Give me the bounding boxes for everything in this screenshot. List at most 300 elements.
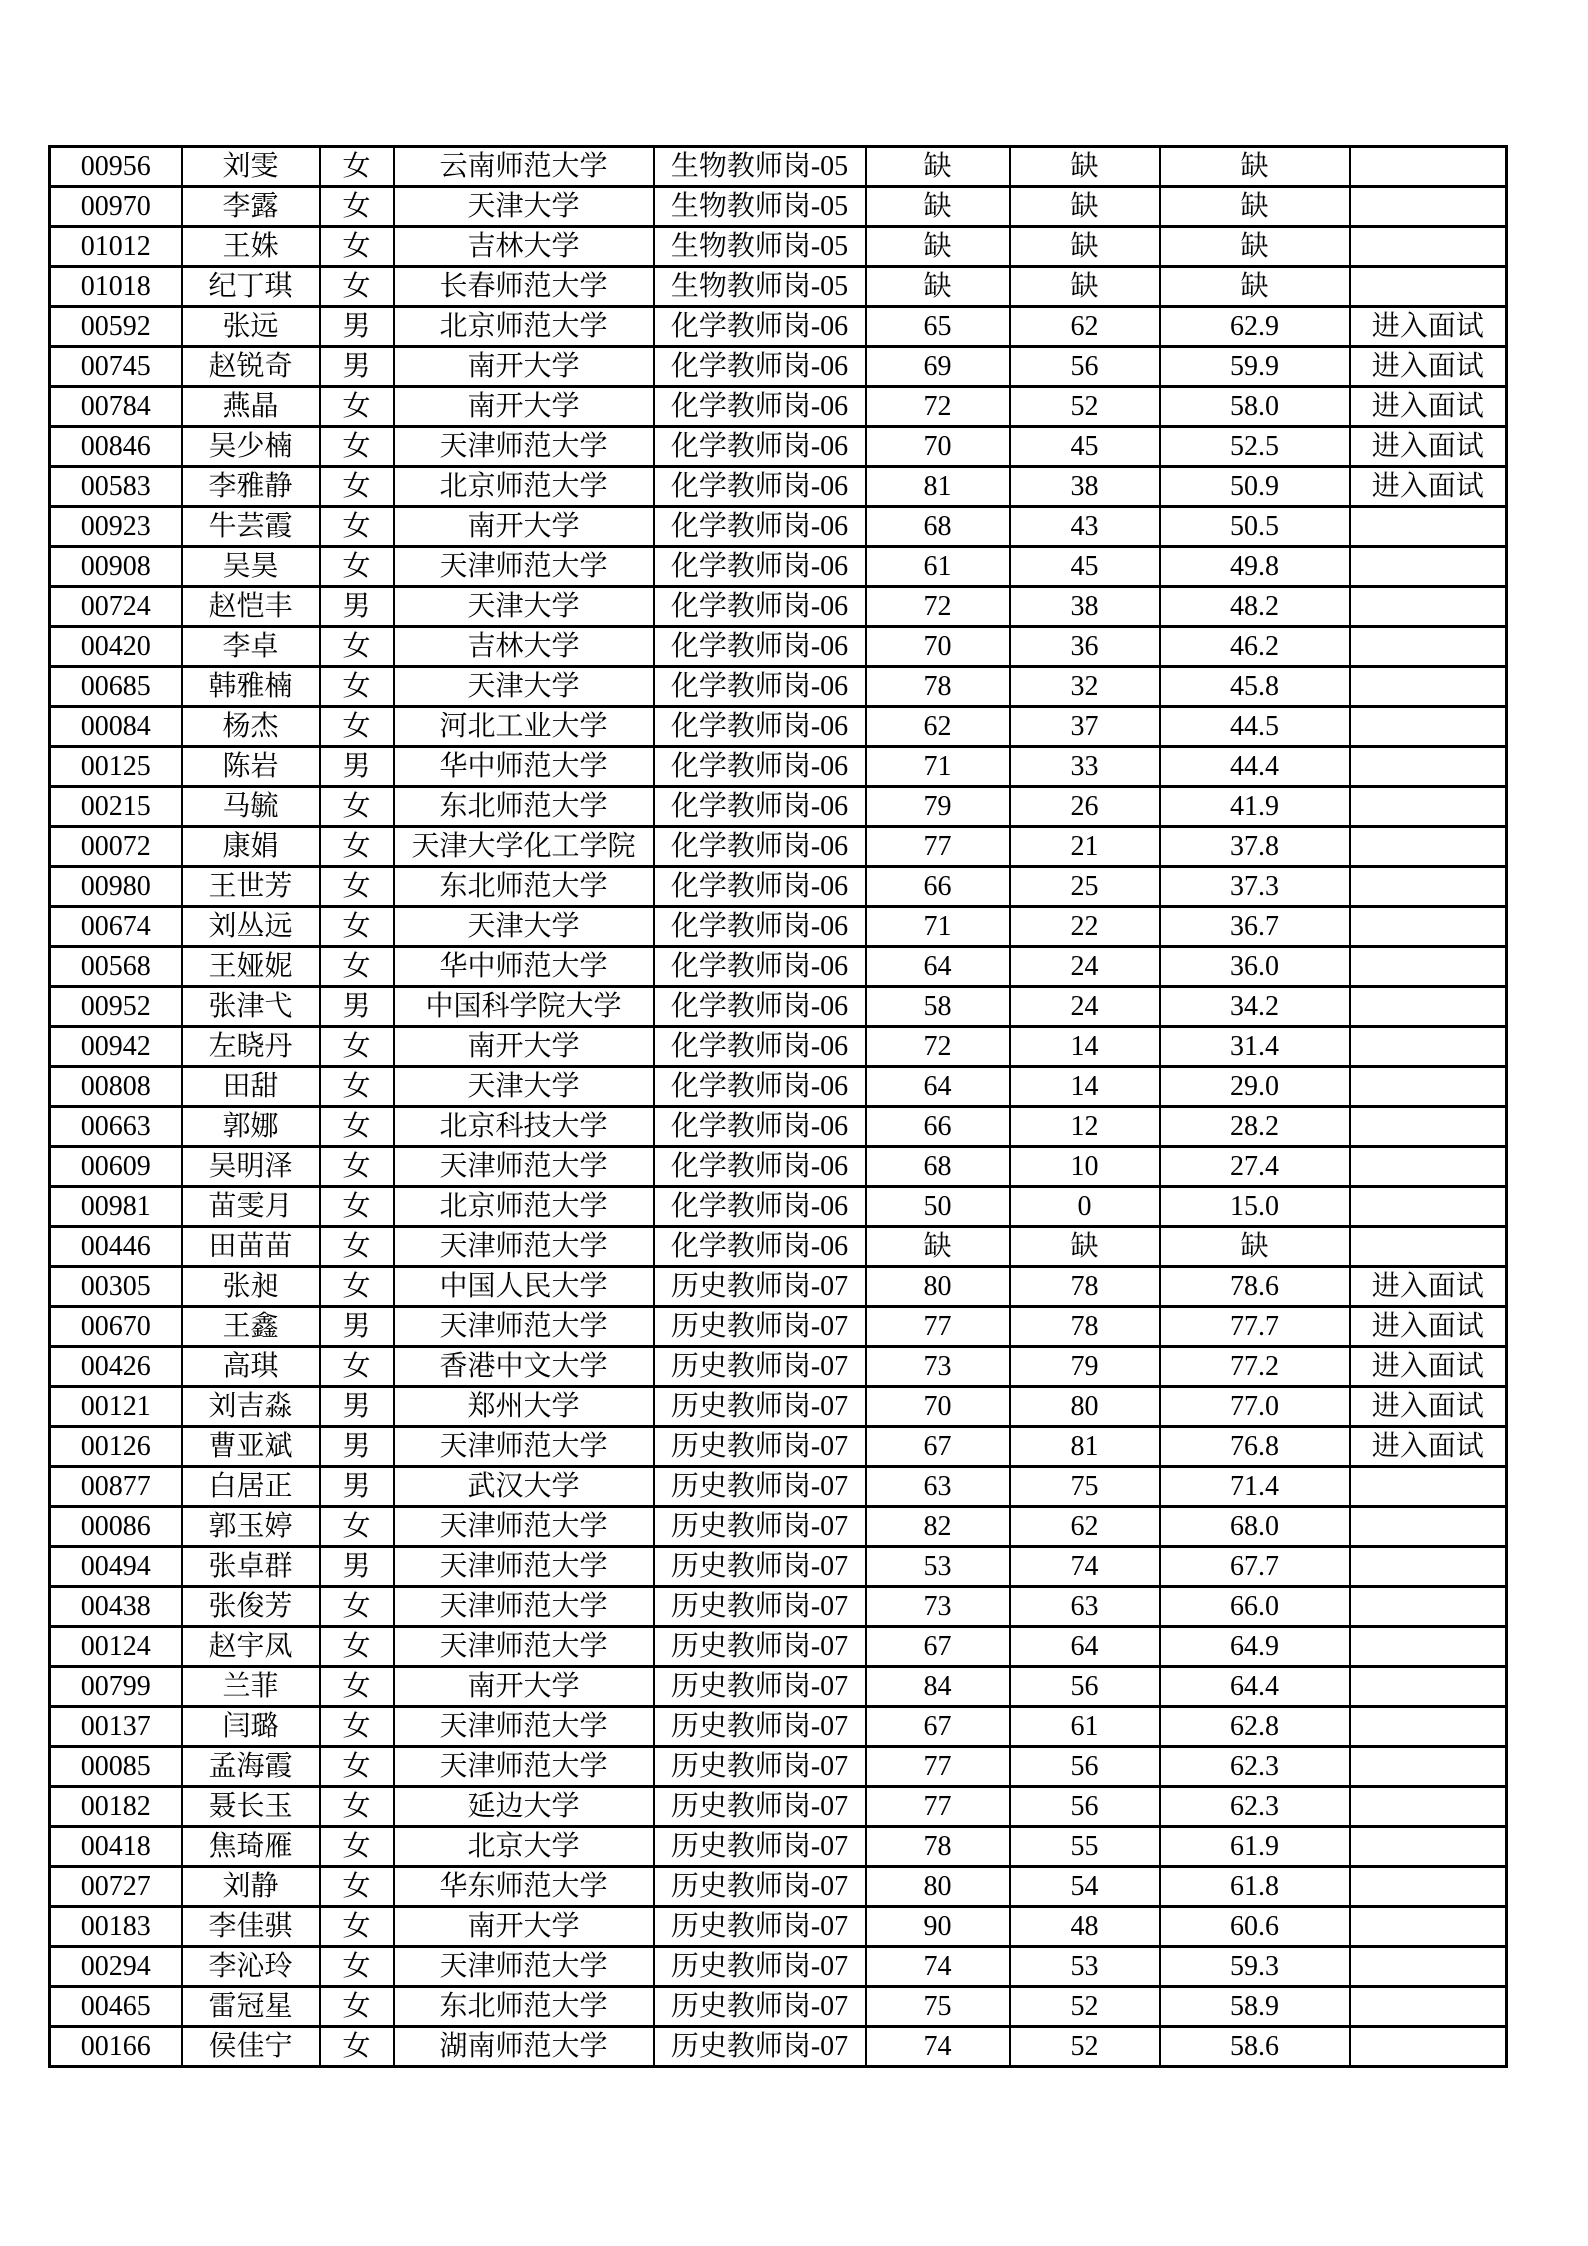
university-cell: 天津师范大学 — [394, 547, 654, 587]
university-cell: 天津大学 — [394, 667, 654, 707]
position-cell: 化学教师岗-06 — [654, 1227, 866, 1267]
gender-cell: 女 — [320, 267, 394, 307]
candidate-id-cell: 00418 — [50, 1827, 182, 1867]
score-2-cell: 缺 — [1010, 1227, 1160, 1267]
position-cell: 历史教师岗-07 — [654, 1587, 866, 1627]
position-cell: 生物教师岗-05 — [654, 227, 866, 267]
university-cell: 天津师范大学 — [394, 1587, 654, 1627]
status-cell — [1350, 867, 1507, 907]
candidate-id-cell: 00426 — [50, 1347, 182, 1387]
name-cell: 张远 — [182, 307, 320, 347]
university-cell: 云南师范大学 — [394, 147, 654, 187]
gender-cell: 女 — [320, 1947, 394, 1987]
university-cell: 湖南师范大学 — [394, 2027, 654, 2067]
score-1-cell: 61 — [866, 547, 1010, 587]
name-cell: 焦琦雁 — [182, 1827, 320, 1867]
university-cell: 华东师范大学 — [394, 1867, 654, 1907]
position-cell: 化学教师岗-06 — [654, 667, 866, 707]
name-cell: 王娅妮 — [182, 947, 320, 987]
university-cell: 北京师范大学 — [394, 307, 654, 347]
table-row — [50, 587, 1507, 627]
score-1-cell: 67 — [866, 1707, 1010, 1747]
candidate-id-cell: 00808 — [50, 1067, 182, 1107]
score-1-cell: 74 — [866, 2027, 1010, 2067]
status-cell — [1350, 907, 1507, 947]
position-cell: 化学教师岗-06 — [654, 747, 866, 787]
score-1-cell: 74 — [866, 1947, 1010, 1987]
candidate-id-cell: 00799 — [50, 1667, 182, 1707]
candidate-id-cell: 00908 — [50, 547, 182, 587]
university-cell: 天津师范大学 — [394, 1947, 654, 1987]
score-2-cell: 53 — [1010, 1947, 1160, 1987]
gender-cell: 男 — [320, 987, 394, 1027]
score-1-cell: 69 — [866, 347, 1010, 387]
total-score-cell: 34.2 — [1160, 987, 1350, 1027]
position-cell: 化学教师岗-06 — [654, 867, 866, 907]
total-score-cell: 62.3 — [1160, 1787, 1350, 1827]
university-cell: 长春师范大学 — [394, 267, 654, 307]
score-2-cell: 56 — [1010, 1787, 1160, 1827]
score-1-cell: 缺 — [866, 1227, 1010, 1267]
name-cell: 陈岩 — [182, 747, 320, 787]
score-2-cell: 26 — [1010, 787, 1160, 827]
score-2-cell: 62 — [1010, 307, 1160, 347]
candidate-id-cell: 00724 — [50, 587, 182, 627]
table-row — [50, 627, 1507, 667]
score-1-cell: 缺 — [866, 227, 1010, 267]
total-score-cell: 29.0 — [1160, 1067, 1350, 1107]
candidate-id-cell: 00305 — [50, 1267, 182, 1307]
position-cell: 历史教师岗-07 — [654, 1907, 866, 1947]
table-row — [50, 1467, 1507, 1507]
score-2-cell: 45 — [1010, 427, 1160, 467]
total-score-cell: 58.0 — [1160, 387, 1350, 427]
score-1-cell: 80 — [866, 1867, 1010, 1907]
university-cell: 中国科学院大学 — [394, 987, 654, 1027]
table-row — [50, 1147, 1507, 1187]
total-score-cell: 44.4 — [1160, 747, 1350, 787]
total-score-cell: 58.6 — [1160, 2027, 1350, 2067]
candidate-id-cell: 00121 — [50, 1387, 182, 1427]
gender-cell: 女 — [320, 1147, 394, 1187]
total-score-cell: 44.5 — [1160, 707, 1350, 747]
status-cell: 进入面试 — [1350, 1387, 1507, 1427]
score-2-cell: 56 — [1010, 347, 1160, 387]
gender-cell: 女 — [320, 867, 394, 907]
table-row — [50, 2027, 1507, 2067]
name-cell: 张昶 — [182, 1267, 320, 1307]
candidate-id-cell: 00685 — [50, 667, 182, 707]
score-2-cell: 52 — [1010, 1987, 1160, 2027]
total-score-cell: 缺 — [1160, 227, 1350, 267]
table-row — [50, 387, 1507, 427]
university-cell: 北京大学 — [394, 1827, 654, 1867]
total-score-cell: 36.7 — [1160, 907, 1350, 947]
total-score-cell: 62.8 — [1160, 1707, 1350, 1747]
status-cell — [1350, 147, 1507, 187]
total-score-cell: 49.8 — [1160, 547, 1350, 587]
status-cell — [1350, 947, 1507, 987]
candidate-id-cell: 00923 — [50, 507, 182, 547]
name-cell: 曹亚斌 — [182, 1427, 320, 1467]
position-cell: 历史教师岗-07 — [654, 1747, 866, 1787]
university-cell: 北京科技大学 — [394, 1107, 654, 1147]
university-cell: 武汉大学 — [394, 1467, 654, 1507]
table-row — [50, 747, 1507, 787]
table-row — [50, 1827, 1507, 1867]
total-score-cell: 41.9 — [1160, 787, 1350, 827]
position-cell: 历史教师岗-07 — [654, 1307, 866, 1347]
candidate-id-cell: 00846 — [50, 427, 182, 467]
score-1-cell: 77 — [866, 1747, 1010, 1787]
table-row — [50, 1707, 1507, 1747]
status-cell: 进入面试 — [1350, 1267, 1507, 1307]
total-score-cell: 50.5 — [1160, 507, 1350, 547]
total-score-cell: 60.6 — [1160, 1907, 1350, 1947]
candidate-id-cell: 00183 — [50, 1907, 182, 1947]
position-cell: 化学教师岗-06 — [654, 1147, 866, 1187]
score-1-cell: 73 — [866, 1587, 1010, 1627]
status-cell — [1350, 587, 1507, 627]
table-row — [50, 507, 1507, 547]
gender-cell: 男 — [320, 1387, 394, 1427]
total-score-cell: 37.8 — [1160, 827, 1350, 867]
position-cell: 历史教师岗-07 — [654, 1787, 866, 1827]
status-cell — [1350, 747, 1507, 787]
total-score-cell: 64.9 — [1160, 1627, 1350, 1667]
status-cell — [1350, 1627, 1507, 1667]
position-cell: 历史教师岗-07 — [654, 1467, 866, 1507]
score-1-cell: 53 — [866, 1547, 1010, 1587]
gender-cell: 女 — [320, 1787, 394, 1827]
table-body — [50, 147, 1507, 2067]
gender-cell: 女 — [320, 1747, 394, 1787]
score-2-cell: 缺 — [1010, 187, 1160, 227]
university-cell: 东北师范大学 — [394, 1987, 654, 2027]
name-cell: 吴少楠 — [182, 427, 320, 467]
gender-cell: 男 — [320, 1307, 394, 1347]
gender-cell: 女 — [320, 947, 394, 987]
name-cell: 田苗苗 — [182, 1227, 320, 1267]
candidate-id-cell: 00215 — [50, 787, 182, 827]
status-cell — [1350, 1467, 1507, 1507]
total-score-cell: 61.9 — [1160, 1827, 1350, 1867]
status-cell — [1350, 1787, 1507, 1827]
score-2-cell: 缺 — [1010, 227, 1160, 267]
table-row — [50, 1427, 1507, 1467]
score-1-cell: 70 — [866, 627, 1010, 667]
candidate-id-cell: 00084 — [50, 707, 182, 747]
score-1-cell: 67 — [866, 1427, 1010, 1467]
table-row — [50, 467, 1507, 507]
gender-cell: 女 — [320, 827, 394, 867]
university-cell: 天津师范大学 — [394, 1627, 654, 1667]
gender-cell: 女 — [320, 147, 394, 187]
position-cell: 历史教师岗-07 — [654, 1507, 866, 1547]
score-2-cell: 80 — [1010, 1387, 1160, 1427]
position-cell: 生物教师岗-05 — [654, 147, 866, 187]
position-cell: 历史教师岗-07 — [654, 1347, 866, 1387]
status-cell — [1350, 1227, 1507, 1267]
score-1-cell: 77 — [866, 827, 1010, 867]
gender-cell: 女 — [320, 1507, 394, 1547]
name-cell: 赵恺丰 — [182, 587, 320, 627]
name-cell: 苗雯月 — [182, 1187, 320, 1227]
candidate-id-cell: 00072 — [50, 827, 182, 867]
position-cell: 化学教师岗-06 — [654, 307, 866, 347]
university-cell: 天津大学 — [394, 907, 654, 947]
table-row — [50, 707, 1507, 747]
gender-cell: 女 — [320, 1187, 394, 1227]
name-cell: 刘静 — [182, 1867, 320, 1907]
candidate-id-cell: 00465 — [50, 1987, 182, 2027]
table-row — [50, 1627, 1507, 1667]
status-cell — [1350, 2027, 1507, 2067]
candidate-results-table — [48, 145, 1508, 2068]
position-cell: 历史教师岗-07 — [654, 1267, 866, 1307]
score-1-cell: 64 — [866, 947, 1010, 987]
position-cell: 历史教师岗-07 — [654, 1387, 866, 1427]
status-cell — [1350, 1707, 1507, 1747]
score-2-cell: 56 — [1010, 1747, 1160, 1787]
position-cell: 化学教师岗-06 — [654, 827, 866, 867]
position-cell: 化学教师岗-06 — [654, 787, 866, 827]
candidate-id-cell: 00438 — [50, 1587, 182, 1627]
university-cell: 北京师范大学 — [394, 1187, 654, 1227]
score-2-cell: 22 — [1010, 907, 1160, 947]
score-2-cell: 74 — [1010, 1547, 1160, 1587]
total-score-cell: 37.3 — [1160, 867, 1350, 907]
status-cell — [1350, 627, 1507, 667]
position-cell: 生物教师岗-05 — [654, 267, 866, 307]
university-cell: 延边大学 — [394, 1787, 654, 1827]
status-cell: 进入面试 — [1350, 467, 1507, 507]
score-1-cell: 缺 — [866, 267, 1010, 307]
score-1-cell: 63 — [866, 1467, 1010, 1507]
status-cell — [1350, 507, 1507, 547]
score-1-cell: 75 — [866, 1987, 1010, 2027]
gender-cell: 女 — [320, 467, 394, 507]
table-row — [50, 1067, 1507, 1107]
score-2-cell: 缺 — [1010, 147, 1160, 187]
total-score-cell: 缺 — [1160, 147, 1350, 187]
score-1-cell: 68 — [866, 1147, 1010, 1187]
name-cell: 李沁玲 — [182, 1947, 320, 1987]
position-cell: 化学教师岗-06 — [654, 587, 866, 627]
name-cell: 闫璐 — [182, 1707, 320, 1747]
name-cell: 田甜 — [182, 1067, 320, 1107]
gender-cell: 女 — [320, 1867, 394, 1907]
university-cell: 东北师范大学 — [394, 867, 654, 907]
gender-cell: 女 — [320, 427, 394, 467]
status-cell — [1350, 1027, 1507, 1067]
table-row — [50, 1587, 1507, 1627]
name-cell: 李佳骐 — [182, 1907, 320, 1947]
candidate-id-cell: 00126 — [50, 1427, 182, 1467]
name-cell: 李雅静 — [182, 467, 320, 507]
university-cell: 南开大学 — [394, 387, 654, 427]
position-cell: 生物教师岗-05 — [654, 187, 866, 227]
table-row — [50, 547, 1507, 587]
name-cell: 刘雯 — [182, 147, 320, 187]
table-row — [50, 187, 1507, 227]
name-cell: 聂长玉 — [182, 1787, 320, 1827]
name-cell: 吴昊 — [182, 547, 320, 587]
name-cell: 杨杰 — [182, 707, 320, 747]
total-score-cell: 52.5 — [1160, 427, 1350, 467]
name-cell: 左晓丹 — [182, 1027, 320, 1067]
status-cell: 进入面试 — [1350, 387, 1507, 427]
total-score-cell: 缺 — [1160, 1227, 1350, 1267]
gender-cell: 男 — [320, 1467, 394, 1507]
university-cell: 吉林大学 — [394, 227, 654, 267]
candidate-id-cell: 00674 — [50, 907, 182, 947]
score-2-cell: 62 — [1010, 1507, 1160, 1547]
total-score-cell: 62.3 — [1160, 1747, 1350, 1787]
score-2-cell: 56 — [1010, 1667, 1160, 1707]
position-cell: 化学教师岗-06 — [654, 987, 866, 1027]
total-score-cell: 61.8 — [1160, 1867, 1350, 1907]
score-1-cell: 77 — [866, 1787, 1010, 1827]
score-2-cell: 48 — [1010, 1907, 1160, 1947]
score-2-cell: 45 — [1010, 547, 1160, 587]
position-cell: 历史教师岗-07 — [654, 1547, 866, 1587]
name-cell: 高琪 — [182, 1347, 320, 1387]
score-1-cell: 缺 — [866, 147, 1010, 187]
gender-cell: 女 — [320, 707, 394, 747]
position-cell: 化学教师岗-06 — [654, 507, 866, 547]
position-cell: 历史教师岗-07 — [654, 1867, 866, 1907]
score-1-cell: 72 — [866, 1027, 1010, 1067]
candidate-id-cell: 00877 — [50, 1467, 182, 1507]
table-row — [50, 1867, 1507, 1907]
gender-cell: 男 — [320, 307, 394, 347]
position-cell: 化学教师岗-06 — [654, 1187, 866, 1227]
position-cell: 化学教师岗-06 — [654, 387, 866, 427]
score-2-cell: 43 — [1010, 507, 1160, 547]
status-cell: 进入面试 — [1350, 1427, 1507, 1467]
table-row — [50, 427, 1507, 467]
status-cell — [1350, 1507, 1507, 1547]
score-1-cell: 缺 — [866, 187, 1010, 227]
score-2-cell: 55 — [1010, 1827, 1160, 1867]
university-cell: 天津师范大学 — [394, 1227, 654, 1267]
gender-cell: 女 — [320, 1667, 394, 1707]
score-1-cell: 79 — [866, 787, 1010, 827]
status-cell: 进入面试 — [1350, 347, 1507, 387]
candidate-id-cell: 00086 — [50, 1507, 182, 1547]
position-cell: 历史教师岗-07 — [654, 1427, 866, 1467]
score-1-cell: 64 — [866, 1067, 1010, 1107]
gender-cell: 男 — [320, 1547, 394, 1587]
candidate-id-cell: 00745 — [50, 347, 182, 387]
candidate-id-cell: 00942 — [50, 1027, 182, 1067]
status-cell — [1350, 1747, 1507, 1787]
total-score-cell: 78.6 — [1160, 1267, 1350, 1307]
score-2-cell: 10 — [1010, 1147, 1160, 1187]
university-cell: 天津大学 — [394, 187, 654, 227]
gender-cell: 女 — [320, 187, 394, 227]
university-cell: 天津师范大学 — [394, 1547, 654, 1587]
candidate-id-cell: 00670 — [50, 1307, 182, 1347]
gender-cell: 女 — [320, 1827, 394, 1867]
candidate-id-cell: 00446 — [50, 1227, 182, 1267]
table-row — [50, 1107, 1507, 1147]
university-cell: 吉林大学 — [394, 627, 654, 667]
score-2-cell: 52 — [1010, 387, 1160, 427]
status-cell — [1350, 1947, 1507, 1987]
candidate-id-cell: 00784 — [50, 387, 182, 427]
candidate-id-cell: 00663 — [50, 1107, 182, 1147]
score-2-cell: 24 — [1010, 987, 1160, 1027]
candidate-id-cell: 00727 — [50, 1867, 182, 1907]
gender-cell: 女 — [320, 1027, 394, 1067]
university-cell: 天津师范大学 — [394, 1307, 654, 1347]
name-cell: 郭娜 — [182, 1107, 320, 1147]
gender-cell: 女 — [320, 1067, 394, 1107]
total-score-cell: 59.3 — [1160, 1947, 1350, 1987]
gender-cell: 男 — [320, 1427, 394, 1467]
score-2-cell: 24 — [1010, 947, 1160, 987]
score-2-cell: 54 — [1010, 1867, 1160, 1907]
total-score-cell: 36.0 — [1160, 947, 1350, 987]
university-cell: 东北师范大学 — [394, 787, 654, 827]
university-cell: 北京师范大学 — [394, 467, 654, 507]
position-cell: 化学教师岗-06 — [654, 1027, 866, 1067]
table-row — [50, 787, 1507, 827]
score-2-cell: 33 — [1010, 747, 1160, 787]
gender-cell: 女 — [320, 1627, 394, 1667]
status-cell — [1350, 1667, 1507, 1707]
score-2-cell: 75 — [1010, 1467, 1160, 1507]
name-cell: 刘丛远 — [182, 907, 320, 947]
score-1-cell: 80 — [866, 1267, 1010, 1307]
name-cell: 白居正 — [182, 1467, 320, 1507]
score-2-cell: 0 — [1010, 1187, 1160, 1227]
gender-cell: 女 — [320, 1107, 394, 1147]
total-score-cell: 76.8 — [1160, 1427, 1350, 1467]
score-1-cell: 84 — [866, 1667, 1010, 1707]
status-cell — [1350, 547, 1507, 587]
gender-cell: 女 — [320, 1987, 394, 2027]
position-cell: 化学教师岗-06 — [654, 947, 866, 987]
name-cell: 李卓 — [182, 627, 320, 667]
table-row — [50, 1307, 1507, 1347]
university-cell: 天津师范大学 — [394, 1747, 654, 1787]
total-score-cell: 68.0 — [1160, 1507, 1350, 1547]
name-cell: 吴明泽 — [182, 1147, 320, 1187]
gender-cell: 女 — [320, 227, 394, 267]
name-cell: 燕晶 — [182, 387, 320, 427]
status-cell — [1350, 827, 1507, 867]
candidate-id-cell: 00970 — [50, 187, 182, 227]
position-cell: 历史教师岗-07 — [654, 1707, 866, 1747]
table-row — [50, 1907, 1507, 1947]
table-row — [50, 1267, 1507, 1307]
total-score-cell: 67.7 — [1160, 1547, 1350, 1587]
candidate-id-cell: 00137 — [50, 1707, 182, 1747]
score-1-cell: 66 — [866, 867, 1010, 907]
status-cell — [1350, 707, 1507, 747]
status-cell — [1350, 1147, 1507, 1187]
total-score-cell: 77.2 — [1160, 1347, 1350, 1387]
score-1-cell: 78 — [866, 667, 1010, 707]
table-row — [50, 147, 1507, 187]
total-score-cell: 31.4 — [1160, 1027, 1350, 1067]
gender-cell: 女 — [320, 2027, 394, 2067]
position-cell: 历史教师岗-07 — [654, 2027, 866, 2067]
score-2-cell: 78 — [1010, 1307, 1160, 1347]
